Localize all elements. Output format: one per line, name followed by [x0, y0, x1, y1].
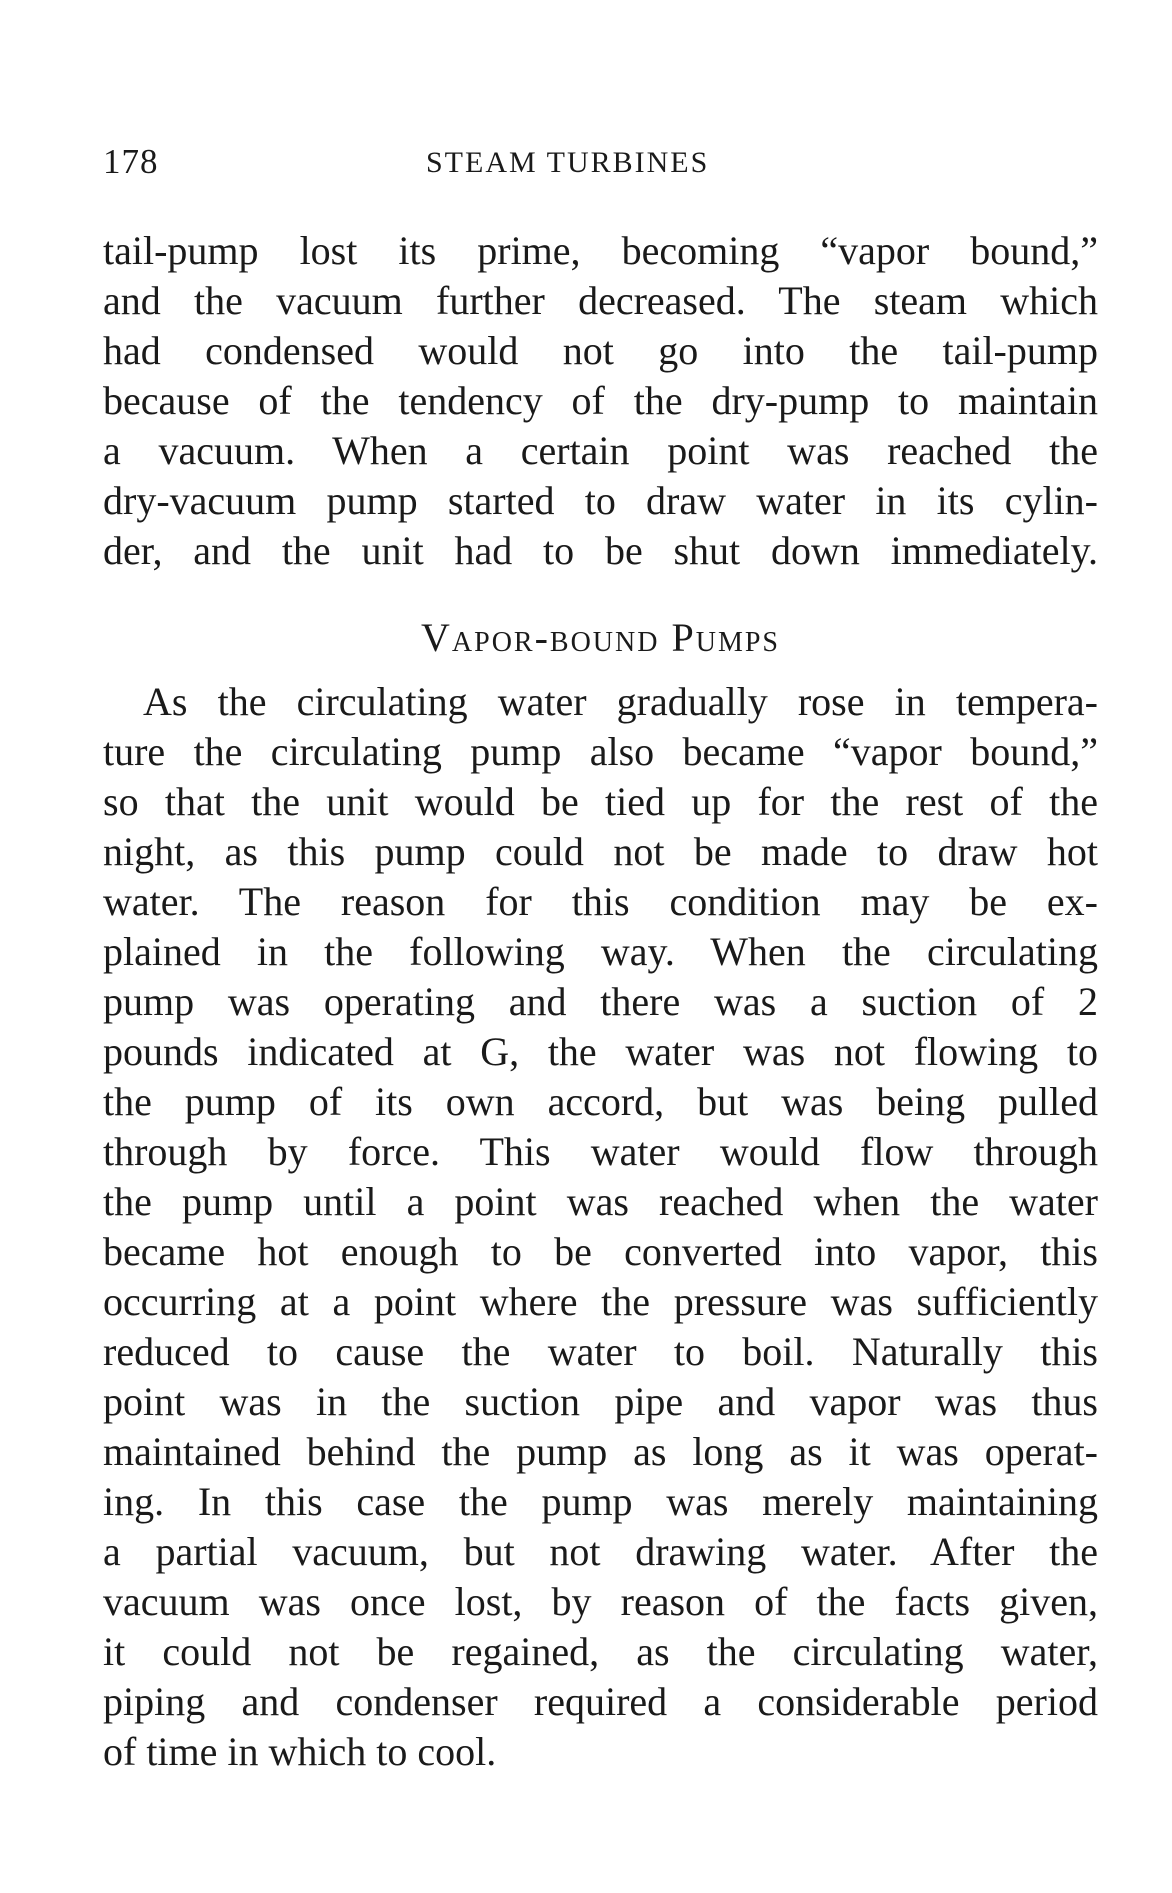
running-head [103, 142, 1098, 188]
text-line: maintained behind the pump as long as it was operat- [103, 1429, 1098, 1474]
text-line: vacuum was once lost, by reason of the facts given, [103, 1579, 1098, 1624]
running-title: STEAM TURBINES [426, 146, 710, 179]
text-line: had condensed would not go into the tail-pump [103, 328, 1098, 373]
text-line: pounds indicated at G, the water was not flowing to [103, 1029, 1098, 1074]
section-heading: Vapor-bound Pumps [421, 615, 780, 660]
text-line: because of the tendency of the dry-pump to maintain [103, 378, 1098, 423]
text-line: and the vacuum further decreased. The steam which [103, 278, 1098, 323]
paragraph-vapor-bound-pumps [103, 677, 1098, 1777]
page-number: 178 [103, 142, 159, 181]
text-line: became hot enough to be converted into vapor, this [103, 1229, 1098, 1274]
text-line: tail-pump lost its prime, becoming “vapor bound,” [103, 228, 1098, 273]
text-line: reduced to cause the water to boil. Naturally this [103, 1329, 1098, 1374]
text-line: the pump until a point was reached when the water [103, 1179, 1098, 1224]
text-line: ing. In this case the pump was merely maintaining [103, 1479, 1098, 1524]
text-line: the pump of its own accord, but was being pulled [103, 1079, 1098, 1124]
text-line: a vacuum. When a certain point was reached the [103, 428, 1098, 473]
text-line: it could not be regained, as the circulating water, [103, 1629, 1098, 1674]
text-line: piping and condenser required a considerable period [103, 1679, 1098, 1724]
text-line: As the circulating water gradually rose in tempera- [143, 679, 1098, 724]
text-line: occurring at a point where the pressure was sufficiently [103, 1279, 1098, 1324]
text-line: so that the unit would be tied up for the rest of the [103, 779, 1098, 824]
text-line: through by force. This water would flow through [103, 1129, 1098, 1174]
text-line: water. The reason for this condition may be ex- [103, 879, 1098, 924]
text-line: plained in the following way. When the circulating [103, 929, 1098, 974]
text-line: dry-vacuum pump started to draw water in its cylin- [103, 478, 1098, 523]
text-line: pump was operating and there was a suction of 2 [103, 979, 1098, 1024]
text-line: a partial vacuum, but not drawing water. After the [103, 1529, 1098, 1574]
text-line: ture the circulating pump also became “vapor bound,” [103, 729, 1098, 774]
text-line: of time in which to cool. [103, 1729, 497, 1774]
text-line: night, as this pump could not be made to draw hot [103, 829, 1098, 874]
text-line: point was in the suction pipe and vapor was thus [103, 1379, 1098, 1424]
paragraph-continued [103, 226, 1098, 576]
text-line: der, and the unit had to be shut down immediately. [103, 528, 1098, 573]
